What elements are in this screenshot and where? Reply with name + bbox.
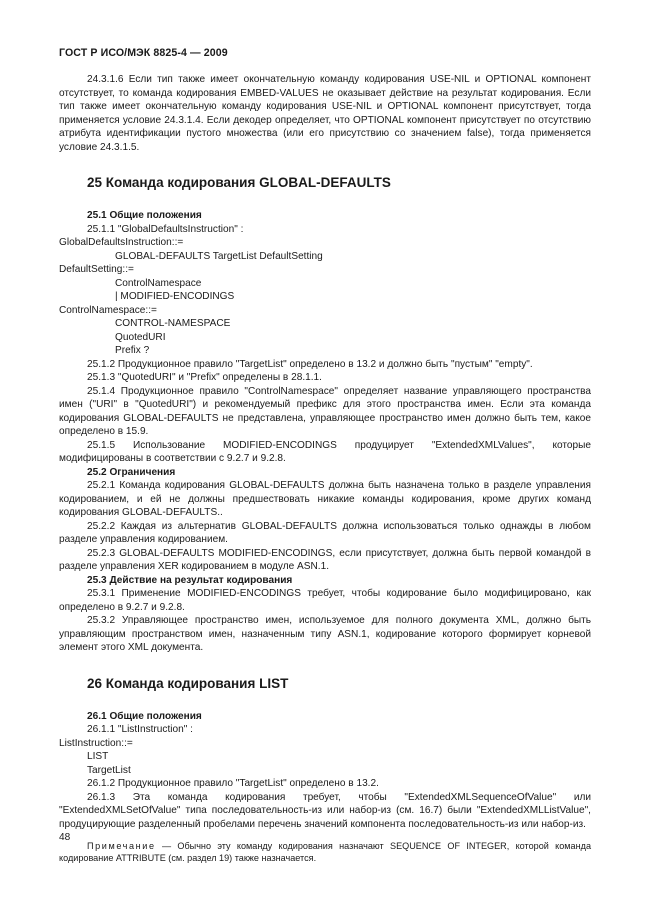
note [59,840,591,864]
page-content [59,73,591,864]
code-line: GlobalDefaultsInstruction::= [59,237,184,248]
paragraph-25-2-1: 25.2.1 Команда кодирования GLOBAL-DEFAULTS должна быть назначена только в разделе управления кодированием, и ей не должны предшествовать никакие команды кодирования, кроме других команд кодирования GLOBAL-DEFAULTS.. [59,480,591,518]
running-header: ГОСТ Р ИСО/МЭК 8825-4 — 2009 [59,47,228,59]
paragraph-26-1-1: 26.1.1 "ListInstruction" : [87,724,193,735]
paragraph-25-1-4: 25.1.4 Продукционное правило "ControlNamespace" определяет название управляющего пространства имен ("URI" в "QuotedURI") и рекомендуемый префикс для этого пространства имен. Если эта команда кодирования GLOBAL-DEFAULTS не представлена, управляющее пространство имен должно быть тем, какое определено в 15.9. [59,385,591,437]
paragraph-26-1-3-cont: "ExtendedXMLSetOfValue" типа последовательность-из или набор-из (см. 16.7) были "ExtendedXMLListValue", продуцирующие разделенный пробелами перечень значений компонента последовательность-из или набор-из. [59,805,591,830]
code-line: ListInstruction::= [59,737,133,749]
section-25-title: 25 Команда кодирования GLOBAL-DEFAULTS [87,175,391,190]
subsection-26-1-title: 26.1 Общие положения [87,710,202,722]
code-line: | MODIFIED-ENCODINGS [115,291,235,302]
paragraph-25-1-3: 25.1.3 "QuotedURI" и "Prefix" определены в 28.1.1. [87,372,322,383]
paragraph-25-2-3: 25.2.3 GLOBAL-DEFAULTS MODIFIED-ENCODINGS, если присутствует, должна быть первой командой в разделе управления XER кодированием в модуле ASN.1. [59,547,591,572]
subsection-25-3-title: 25.3 Действие на результат кодирования [87,574,293,586]
paragraph-25-2-2: 25.2.2 Каждая из альтернатив GLOBAL-DEFAULTS должна использоваться только однажды в любом разделе управления кодированием. [59,520,591,545]
code-line: LIST [87,751,109,762]
paragraph-25-1-2: 25.1.2 Продукционное правило "TargetList" определено в 13.2 и должно быть "пустым" "empty". [87,358,533,370]
note-label: Примечание [87,841,156,851]
section-26-title: 26 Команда кодирования LIST [87,675,289,691]
code-line: DefaultSetting::= [59,264,134,275]
paragraph-26-1-3-line1: 26.1.3 Эта команда кодирования требует, чтобы "ExtendedXMLSequenceOfValue" или [87,791,591,803]
code-line: ControlNamespace::= [59,304,157,316]
subsection-25-1-title: 25.1 Общие положения [87,210,202,221]
paragraph-26-1-2: 26.1.2 Продукционное правило "TargetList" определено в 13.2. [87,778,379,789]
paragraph-25-3-2: 25.3.2 Управляющее пространство имен, используемое для полного документа XML, должно быть управляющим пространством имен, назначенным типу ASN.1, кодирование которого формирует корневой элемент этого XML документа. [59,615,591,653]
code-line: Prefix ? [115,345,150,356]
page-number: 48 [59,832,71,843]
note-text: — Обычно эту команду кодирования назначают SEQUENCE OF INTEGER, которой команда кодирование ATTRIBUTE (см. раздел 19) также назначается. [59,841,591,863]
code-line: CONTROL-NAMESPACE [115,318,231,329]
code-line: GLOBAL-DEFAULTS TargetList DefaultSetting [115,250,323,262]
paragraph-25-1-1: 25.1.1 "GlobalDefaultsInstruction" : [87,223,244,235]
code-line: QuotedURI [115,331,166,343]
paragraph-24-3-1-6: 24.3.1.6 Если тип также имеет окончательную команду кодирования USE-NIL и OPTIONAL компонент отсутствует, то команда кодирования EMBED-VALUES не оказывает действие на результат кодирования. Если тип также имеет окончательную команду кодирования USE-NIL и OPTIONAL компонент присутствует, тогда применяется условие 24.3.1.4. Если декодер определяет, что OPTIONAL компонент присутствует по отсутствию атрибута идентификации пустого множества (или его присутствию со значением false), тогда применяется условие 24.3.1.5. [59,74,591,153]
code-line: TargetList [87,764,131,776]
paragraph-25-1-5: 25.1.5 Использование MODIFIED-ENCODINGS продуцирует "ExtendedXMLValues", которые модифицированы в соответствии с 9.2.7 и 9.2.8. [59,439,591,464]
paragraph-25-3-1: 25.3.1 Применение MODIFIED-ENCODINGS требует, чтобы кодирование было модифицировано, как определено в 9.2.7 и 9.2.8. [59,588,591,613]
subsection-25-2-title: 25.2 Ограничения [87,466,176,478]
code-line: ControlNamespace [115,277,202,289]
